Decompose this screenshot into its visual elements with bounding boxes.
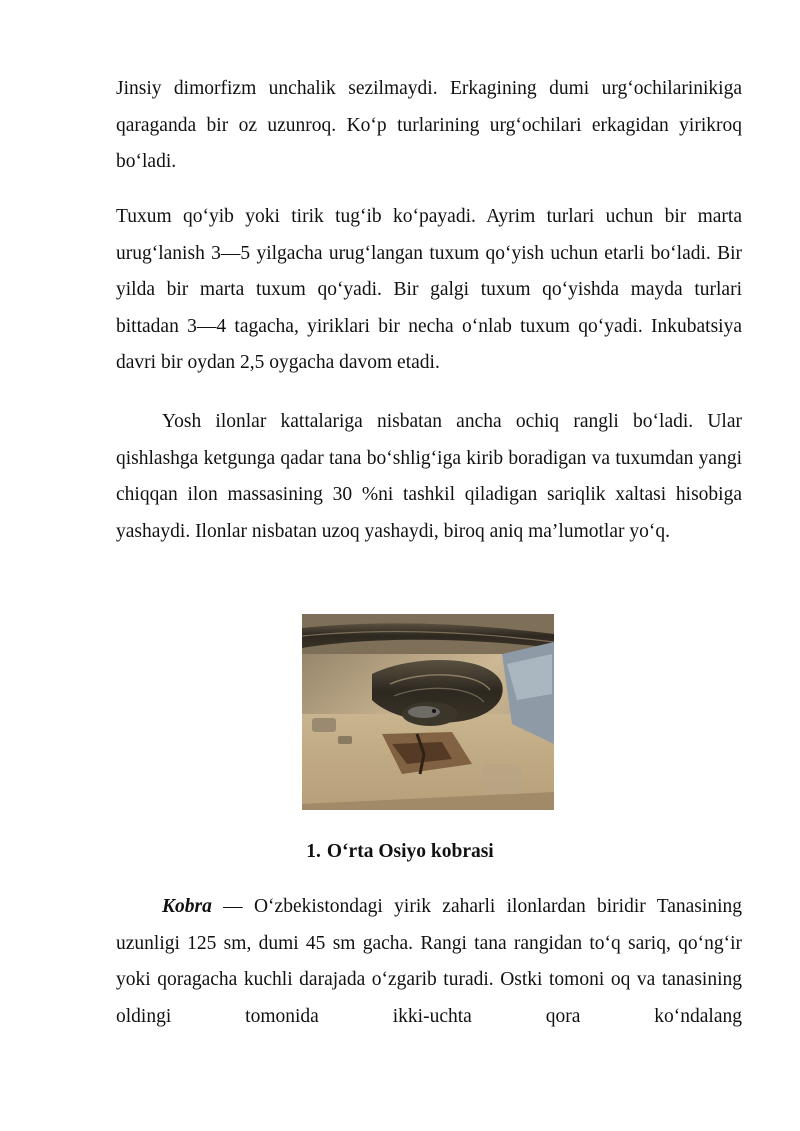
paragraph-kobra — [116, 889, 742, 1035]
figure-caption-text: O‘rta Osiyo kobrasi — [326, 841, 494, 862]
cobra-photo-illustration — [302, 614, 554, 810]
paragraph-dimorphism: Jinsiy dimorfizm unchalik sezilmaydi. Erkagining dumi urg‘ochilarinikiga qaraganda bir oz uzunroq. Ko‘p turlarining urg‘ochilari erkagidan yirikroq bo‘ladi. — [116, 78, 742, 172]
paragraph-young-snakes: Yosh ilonlar kattalariga nisbatan ancha ochiq rangli bo‘ladi. Ular qishlashga ketgunga qadar tana bo‘shlig‘iga kirib boradigan va tuxumdan yangi chiqqan ilon massasining 30 %ni tashkil qiladigan sariqlik xaltasi hisobiga yashaydi. Ilonlar nisbatan uzoq yashaydi, biroq aniq ma’lumotlar yo‘q. — [116, 411, 742, 542]
cobra-photo — [302, 614, 554, 810]
figure-caption — [0, 838, 800, 866]
paragraph-kobra-text: — O‘zbekistondagi yirik zaharli ilonlardan biridir Tanasining uzunligi 125 sm, dumi 45 sm gacha. Rangi tana rangidan to‘q sariq, qo‘ng‘ir yoki qoragacha kuchli darajada o‘zgarib turadi. Ostki tomoni oq va tanasining oldingi tomonida ikki-uchta qora ko‘ndalang — [116, 896, 742, 1027]
term-kobra: Kobra — [162, 896, 212, 917]
paragraph-reproduction: Tuxum qo‘yib yoki tirik tug‘ib ko‘payadi. Ayrim turlari uchun bir marta urug‘lanish 3—5 yilgacha urug‘langan tuxum qo‘yish uchun etarli bo‘ladi. Bir yilda bir marta tuxum qo‘yadi. Bir galgi tuxum qo‘yishda mayda turlari bittadan 3—4 tagacha, yiriklari bir necha o‘nlab tuxum qo‘yadi. Inkubatsiya davri bir oydan 2,5 oygacha davom etadi. — [116, 206, 742, 373]
figure-number: 1. — [306, 841, 321, 862]
